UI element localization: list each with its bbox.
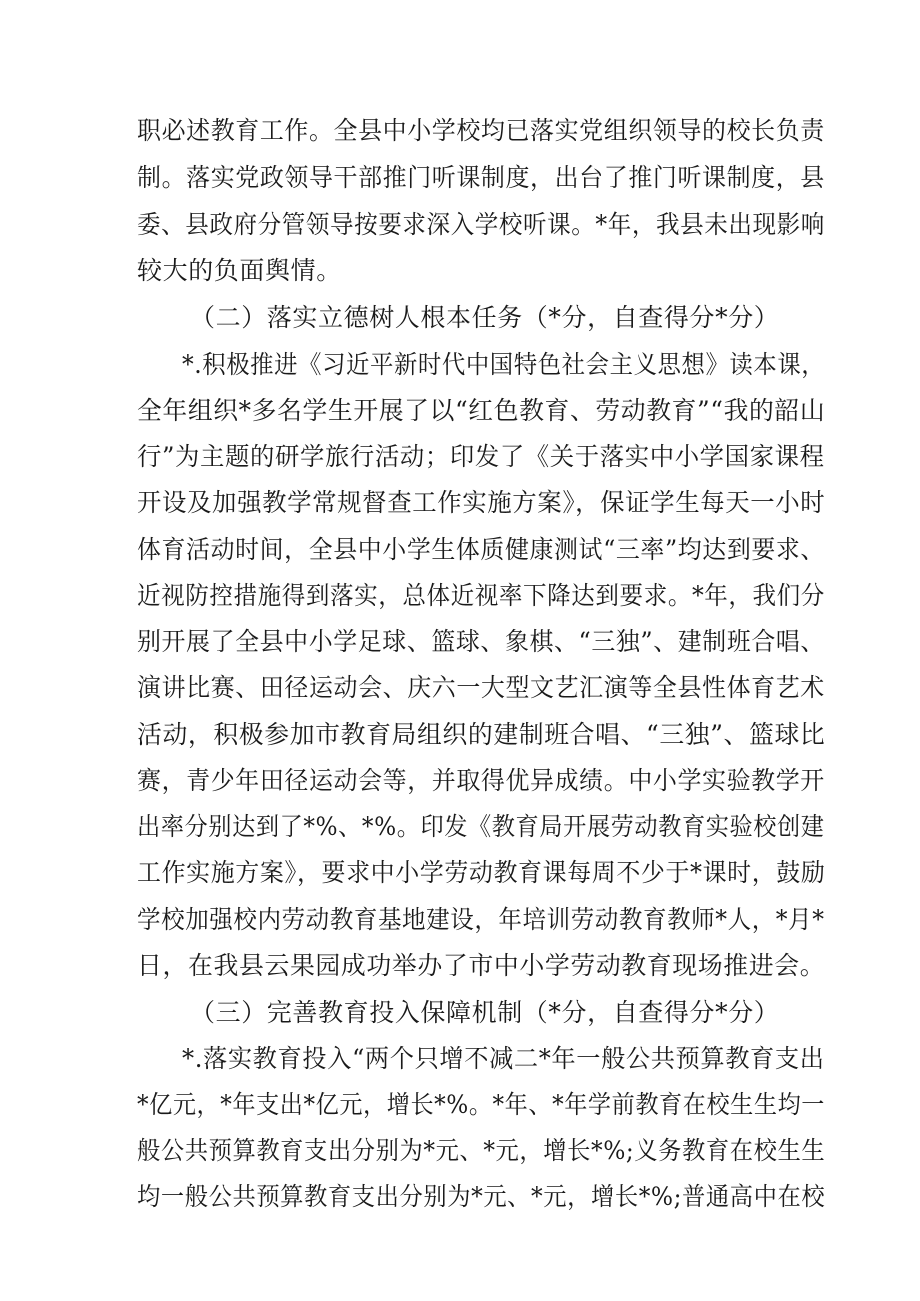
text-line [0,804,920,850]
text-line-content: 演讲比赛、田径运动会、庆六一大型文艺汇演等全县性体育艺术 [137,673,825,702]
text-line [0,665,920,711]
text-line-content: 别开展了全县中小学足球、篮球、象棋、“三独”、建制班合唱、 [137,627,825,656]
text-line-content: 职必述教育工作。全县中小学校均已落实党组织领导的校长负责 [137,116,825,145]
text-line-content: 均一般公共预算教育支出分别为*元、*元，增长*%;普通高中在校 [137,1182,826,1211]
text-line-content: *亿元，*年支出*亿元，增长*%。*年、*年学前教育在校生生均一 [137,1090,825,1119]
text-line-content: 活动，积极参加市教育局组织的建制班合唱、“三独”、篮球比 [137,720,826,749]
text-line-content: *.落实教育投入“两个只增不减二*年一般公共预算教育支出 [182,1044,825,1073]
text-line-content: 学校加强校内劳动教育基地建设，年培训劳动教育教师*人，*月* [137,905,825,934]
text-line [0,527,920,573]
text-line-content: 出率分别达到了*%、*%。印发《教育局开展劳动教育实验校创建 [137,812,825,841]
text-line [0,388,920,434]
text-line [0,573,920,619]
text-line-content: *.积极推进《习近平新时代中国特色社会主义思想》读本课， [182,350,826,379]
text-line-content: 般公共预算教育支出分别为*元、*元，增长*%;义务教育在校生生 [137,1136,826,1165]
text-line-content: 委、县政府分管领导按要求深入学校听课。*年，我县未出现影响 [137,210,825,239]
text-line-content: 赛，青少年田径运动会等，并取得优异成绩。中小学实验教学开 [137,766,825,795]
text-line [0,1128,920,1174]
text-line [0,619,920,665]
text-line [0,480,920,526]
text-line [0,712,920,758]
text-line-content: 工作实施方案》，要求中小学劳动教育课每周不少于*课时，鼓励 [137,858,826,887]
text-line [0,1174,920,1220]
text-line [0,850,920,896]
text-line [0,897,920,943]
text-line [0,1036,920,1082]
text-line [0,758,920,804]
text-line-content: 日，在我县云果园成功举办了市中小学劳动教育现场推进会。 [137,951,826,980]
text-line-content: 开设及加强教学常规督查工作实施方案》，保证学生每天一小时 [137,488,826,517]
text-line [0,342,920,388]
text-line [0,108,920,154]
section-heading [0,990,920,1036]
text-line [0,1082,920,1128]
text-line [0,155,920,201]
text-line-content: 制。落实党政领导干部推门听课制度，出台了推门听课制度，县 [137,163,825,192]
section-heading [0,295,920,341]
text-line [0,943,920,989]
section-heading-text: （三）完善教育投入保障机制（*分，自查得分*分） [190,998,780,1027]
text-line-content: 体育活动时间，全县中小学生体质健康测试“三率”均达到要求、 [137,535,825,564]
text-line [0,434,920,480]
text-line-content: 行”为主题的研学旅行活动；印发了《关于落实中小学国家课程 [137,442,825,471]
text-line-content: 近视防控措施得到落实，总体近视率下降达到要求。*年，我们分 [137,581,825,610]
text-line [0,248,920,294]
section-heading-text: （二）落实立德树人根本任务（*分，自查得分*分） [190,303,780,332]
text-line-content: 较大的负面舆情。 [137,256,342,285]
text-line [0,202,920,248]
text-line-content: 全年组织*多名学生开展了以“红色教育、劳动教育”“我的韶山 [137,396,826,425]
